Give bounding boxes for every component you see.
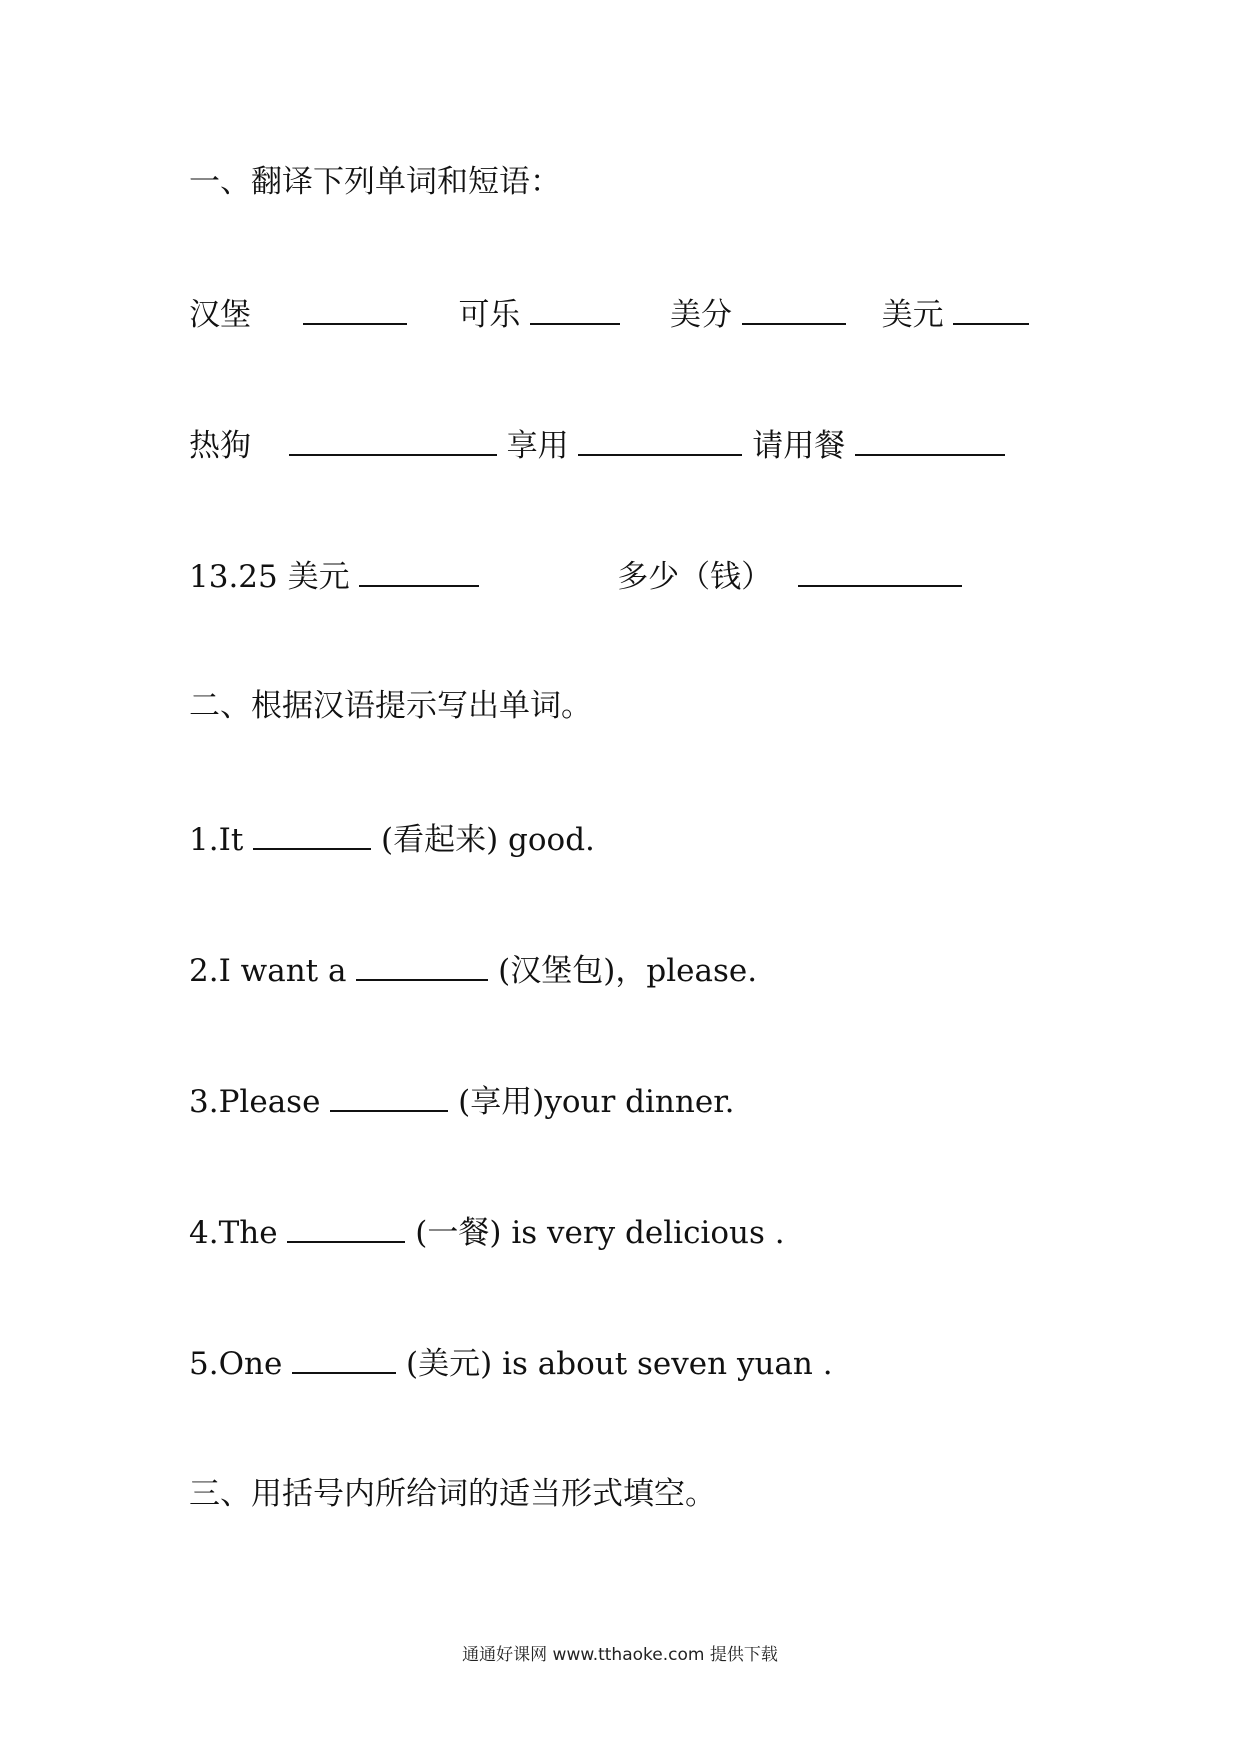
blank[interactable] — [953, 293, 1029, 325]
blank[interactable] — [798, 555, 962, 587]
vocab-cent: 美分 — [670, 297, 733, 333]
sentence-item-2 — [189, 949, 757, 991]
sentence-item-3 — [189, 1080, 734, 1122]
vocab-please-eat: 请用餐 — [752, 428, 846, 464]
blank[interactable] — [359, 555, 479, 587]
vocab-enjoy: 享用 — [506, 428, 569, 464]
sentence-end: (享用)your dinner. — [458, 1084, 735, 1120]
vocab-hamburger: 汉堡 — [189, 297, 251, 333]
blank[interactable] — [578, 424, 742, 456]
blank[interactable] — [253, 818, 371, 850]
page-footer: 通通好课网 www.tthaoke.com 提供下载 — [462, 1645, 778, 1665]
blank[interactable] — [303, 293, 407, 325]
vocab-row-1 — [189, 293, 1029, 335]
sentence-start: 3.Please — [189, 1084, 331, 1120]
blank[interactable] — [287, 1211, 405, 1243]
sentence-start: 4.The — [189, 1215, 288, 1251]
vocab-row-2 — [189, 424, 1005, 466]
section3-heading: 三、用括号内所给词的适当形式填空。 — [189, 1476, 716, 1512]
vocab-amount: 13.25 美元 — [189, 559, 350, 595]
sentence-start: 1.It — [189, 822, 254, 858]
sentence-item-5 — [189, 1342, 833, 1384]
blank[interactable] — [742, 293, 846, 325]
blank[interactable] — [855, 424, 1005, 456]
vocab-how-much: 多少（钱） — [617, 559, 773, 595]
sentence-item-4 — [189, 1211, 785, 1253]
blank[interactable] — [356, 949, 488, 981]
vocab-cola: 可乐 — [458, 297, 521, 333]
blank[interactable] — [330, 1080, 448, 1112]
sentence-end: (汉堡包)，please. — [498, 953, 758, 989]
sentence-start: 2.I want a — [189, 953, 357, 989]
vocab-row-3 — [189, 555, 962, 597]
blank[interactable] — [530, 293, 620, 325]
section2-heading: 二、根据汉语提示写出单词。 — [189, 688, 592, 724]
blank[interactable] — [292, 1342, 396, 1374]
vocab-hotdog: 热狗 — [189, 428, 251, 464]
sentence-item-1 — [189, 818, 595, 860]
sentence-end: (美元) is about seven yuan . — [406, 1346, 833, 1382]
sentence-end: (看起来) good. — [381, 822, 595, 858]
blank[interactable] — [289, 424, 497, 456]
sentence-end: (一餐) is very delicious . — [415, 1215, 785, 1251]
sentence-start: 5.One — [189, 1346, 293, 1382]
vocab-dollar: 美元 — [881, 297, 944, 333]
section1-heading: 一、翻译下列单词和短语： — [189, 164, 561, 200]
